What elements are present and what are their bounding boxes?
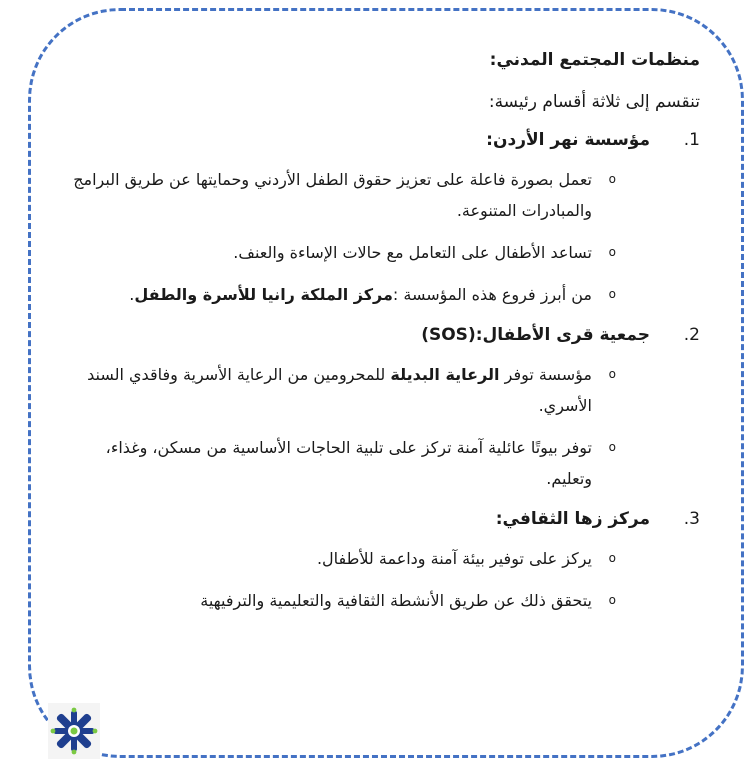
list-item <box>60 585 700 616</box>
section-river-jordan <box>60 126 700 310</box>
list-item <box>60 237 700 268</box>
list-item <box>60 359 700 421</box>
section-title <box>60 505 700 533</box>
bullet-text: يركز على توفير بيئة آمنة وداعمة للأطفال. <box>316 549 592 568</box>
section-number: 1. <box>683 130 700 150</box>
bullet-marker: o <box>608 367 616 381</box>
document-content <box>60 46 700 627</box>
section-zaha-cultural-center <box>60 505 700 616</box>
section-sos-villages <box>60 321 700 494</box>
section-title <box>60 126 700 154</box>
bullet-text-suffix: للمحرومين من الرعاية الأسرية وفاقدي السند الأسري. <box>87 365 592 415</box>
page-title: منظمات المجتمع المدني: <box>489 50 700 70</box>
section-title-text: مركز زها الثقافي: <box>495 509 650 529</box>
list-item <box>60 164 700 226</box>
list-item <box>60 543 700 574</box>
list-item <box>60 432 700 494</box>
bullet-text-bold: مركز الملكة رانيا للأسرة والطفل <box>134 285 393 304</box>
bullet-marker: o <box>608 287 616 301</box>
intro-text: تنقسم إلى ثلاثة أقسام رئيسة: <box>488 92 700 112</box>
bullet-marker: o <box>608 245 616 259</box>
bullet-list <box>60 359 700 494</box>
bullet-text-suffix: . <box>129 285 135 304</box>
bullet-text: تساعد الأطفال على التعامل مع حالات الإساءة والعنف. <box>233 243 592 262</box>
bullet-text-prefix: من أبرز فروع هذه المؤسسة : <box>392 285 592 304</box>
section-title-text: جمعية قرى الأطفال:(SOS) <box>421 325 650 345</box>
bullet-list <box>60 164 700 310</box>
section-title <box>60 321 700 349</box>
bullet-text: توفر بيوتًا عائلية آمنة تركز على تلبية الحاجات الأساسية من مسكن، وغذاء، وتعليم. <box>105 438 592 488</box>
section-number: 2. <box>683 325 700 345</box>
bullet-marker: o <box>608 593 616 607</box>
bullet-text-bold: الرعاية البديلة <box>390 365 500 384</box>
bullet-marker: o <box>608 551 616 565</box>
list-item <box>60 279 700 310</box>
bullet-marker: o <box>608 172 616 186</box>
cross-logo-icon <box>48 703 100 759</box>
bullet-text: تعمل بصورة فاعلة على تعزيز حقوق الطفل الأردني وحمايتها عن طريق البرامج والمبادرات المتنوعة. <box>73 170 592 220</box>
section-title-text: مؤسسة نهر الأردن: <box>486 130 650 150</box>
bullet-list <box>60 543 700 616</box>
bullet-text: يتحقق ذلك عن طريق الأنشطة الثقافية والتعليمية والترفيهية <box>200 591 592 610</box>
section-number: 3. <box>683 509 700 529</box>
bullet-marker: o <box>608 440 616 454</box>
bullet-text-prefix: مؤسسة توفر <box>499 365 592 384</box>
